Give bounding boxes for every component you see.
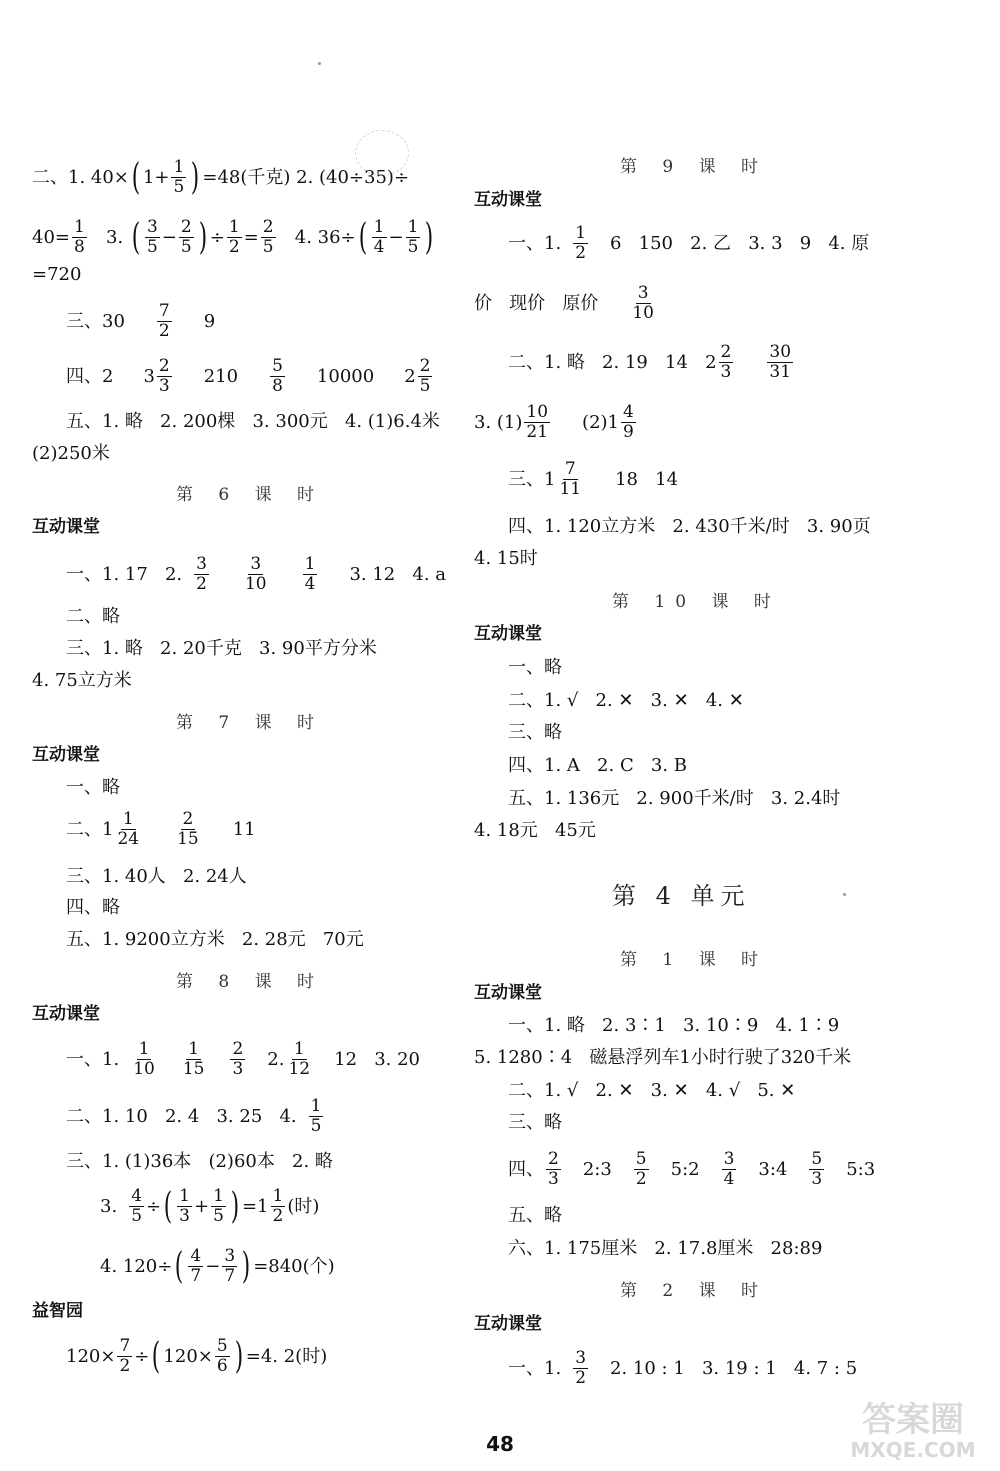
lesson-title: 第 6 课 时 <box>176 485 325 505</box>
answer-line <box>508 460 678 499</box>
text: 5:3 <box>846 1158 876 1180</box>
answer-line <box>100 1187 319 1226</box>
lesson-title: 第 8 课 时 <box>176 972 325 992</box>
paren-close: ) <box>425 216 434 258</box>
answer-line <box>508 1349 857 1388</box>
fraction: $\frac{3}{7}$ <box>224 1246 236 1286</box>
text: =1 <box>241 1195 269 1217</box>
text: 4. 36÷ <box>277 226 356 248</box>
section-heading: 互动课堂 <box>32 1004 100 1024</box>
answer-line: 一、略 <box>66 777 120 798</box>
answer-line: 五、1. 9200立方米 2. 28元 70元 <box>66 929 364 950</box>
fraction: $\frac{3}{10}$ <box>244 554 267 594</box>
answer-line: 四、略 <box>66 897 120 918</box>
fraction: $\frac{4}{7}$ <box>190 1246 202 1286</box>
section-heading: 益智园 <box>32 1301 83 1321</box>
fraction: $\frac{1}{4}$ <box>304 554 316 594</box>
answer-line: 4. 18元 45元 <box>474 820 596 841</box>
text: 12 3. 20 <box>334 1048 420 1070</box>
answer-line <box>66 555 446 594</box>
text: =48(千克) 2. (40÷35)÷ <box>202 166 410 188</box>
text: 2:3 <box>582 1158 612 1180</box>
answer-line <box>66 1337 327 1376</box>
answer-line <box>474 403 638 442</box>
answer-line: 三、1. 40人 2. 24人 <box>66 866 247 887</box>
answer-line: 六、1. 175厘米 2. 17.8厘米 28:89 <box>508 1238 823 1259</box>
text: 1+ <box>142 166 170 188</box>
paren-close: ) <box>198 216 207 258</box>
lesson-title: 第 1 课 时 <box>620 950 769 970</box>
fraction: $\frac{5}{3}$ <box>811 1149 823 1189</box>
fraction: $\frac{30}{31}$ <box>769 342 792 382</box>
text: = <box>243 226 259 248</box>
text: 3. <box>88 226 129 248</box>
fraction: $\frac{2}{3}$ <box>720 342 732 382</box>
lesson-title: 第 7 课 时 <box>176 713 325 733</box>
answer-line <box>66 810 256 849</box>
fraction: $\frac{2}{5}$ <box>262 217 274 257</box>
answer-line <box>32 218 436 257</box>
fraction: $\frac{3}{2}$ <box>575 1348 587 1388</box>
lesson-title: 第 10 课 时 <box>612 592 781 612</box>
paren-open: ( <box>152 1335 161 1377</box>
fraction: $\frac{1}{3}$ <box>179 1186 190 1226</box>
answer-line <box>474 284 658 323</box>
fraction: $\frac{1}{4}$ <box>373 217 385 257</box>
fraction: $\frac{3}{5}$ <box>146 217 158 257</box>
text: 3. 12 4. a <box>349 563 447 585</box>
text: 一、1. <box>66 1048 120 1070</box>
text: 9 <box>203 310 216 332</box>
answer-line <box>66 1040 420 1079</box>
fraction: $\frac{1}{5}$ <box>407 217 419 257</box>
answer-line: 三、1. (1)36本 (2)60本 2. 略 <box>66 1151 333 1172</box>
text: 二、1 <box>66 818 114 840</box>
section-heading: 互动课堂 <box>474 190 542 210</box>
answer-line: 四、1. 120立方米 2. 430千米/时 3. 90页 <box>508 516 871 537</box>
text: 4. 120÷ <box>100 1255 173 1277</box>
fraction: $\frac{2}{5}$ <box>180 217 192 257</box>
mixed-number: 2 $\frac{2}{5}$ <box>404 356 431 396</box>
section-heading: 互动课堂 <box>474 1314 542 1334</box>
fraction: $\frac{4}{9}$ <box>623 402 634 442</box>
text: 120× <box>66 1345 116 1367</box>
text: − <box>161 226 177 248</box>
fraction: $\frac{1}{5}$ <box>310 1096 322 1136</box>
fraction: $\frac{7}{2}$ <box>119 1336 131 1376</box>
answer-line: 4. 15时 <box>474 548 538 569</box>
mixed-number: 3 $\frac{2}{3}$ <box>143 356 170 396</box>
answer-line: 5. 1280∶4 磁悬浮列车1小时行驶了320千米 <box>474 1047 852 1068</box>
fraction: $\frac{1}{12}$ <box>288 1039 311 1079</box>
answer-line <box>508 1150 875 1189</box>
answer-line <box>508 343 795 382</box>
text: 40= <box>32 226 70 248</box>
answer-line <box>66 357 434 396</box>
answer-line: 一、略 <box>508 657 562 678</box>
answer-line: (2)250米 <box>32 443 110 464</box>
answer-line: =720 <box>32 264 82 285</box>
fraction: $\frac{1}{2}$ <box>228 217 240 257</box>
fraction: $\frac{4}{5}$ <box>131 1186 143 1226</box>
fraction: $\frac{3}{2}$ <box>196 554 207 594</box>
text: ÷ <box>209 226 225 248</box>
answer-line: 五、1. 136元 2. 900千米/时 3. 2.4时 <box>508 788 841 809</box>
text: 5:2 <box>670 1158 700 1180</box>
answer-line: 三、1. 略 2. 20千克 3. 90平方分米 <box>66 638 377 659</box>
paren-close: ) <box>191 156 200 198</box>
answer-line: 一、1. 略 2. 3∶1 3. 10∶9 4. 1∶9 <box>508 1015 840 1036</box>
paren-open: ( <box>163 1185 173 1227</box>
text: 2. <box>267 1048 285 1070</box>
section-heading: 互动课堂 <box>474 624 542 644</box>
text: 10000 <box>316 365 375 387</box>
fraction: $\frac{1}{8}$ <box>74 217 85 257</box>
right-column <box>470 0 930 1400</box>
section-heading: 互动课堂 <box>474 983 542 1003</box>
paren-close: ) <box>230 1185 240 1227</box>
answer-line <box>32 158 409 197</box>
fraction: $\frac{1}{24}$ <box>117 809 140 849</box>
text: + <box>193 1195 210 1217</box>
text: − <box>205 1255 221 1277</box>
text: 四、 <box>508 1158 544 1180</box>
paren-open: ( <box>358 216 367 258</box>
fraction: $\frac{10}{21}$ <box>526 402 549 442</box>
text: 3. (1) <box>474 411 523 433</box>
text: (2)1 <box>582 411 619 433</box>
fraction: $\frac{2}{3}$ <box>548 1149 559 1189</box>
section-heading: 互动课堂 <box>32 517 100 537</box>
fraction: $\frac{1}{2}$ <box>272 1186 284 1226</box>
unit-title: 第 4 单元 <box>612 882 751 910</box>
text: − <box>388 226 404 248</box>
text: 一、1. <box>508 232 562 254</box>
text: 2. 10 : 1 3. 19 : 1 4. 7 : 5 <box>610 1357 858 1379</box>
fraction: $\frac{1}{2}$ <box>575 223 587 263</box>
text: 一、1. <box>508 1357 562 1379</box>
answer-line: 五、1. 略 2. 200棵 3. 300元 4. (1)6.4米 <box>66 411 440 432</box>
watermark-logo <box>838 1393 988 1463</box>
section-heading: 互动课堂 <box>32 745 100 765</box>
text: 三、30 <box>66 310 125 332</box>
text: 四、2 <box>66 365 114 387</box>
text: 价 现价 原价 <box>474 292 599 314</box>
answer-line: 四、1. A 2. C 3. B <box>508 755 688 776</box>
answer-line <box>508 224 869 263</box>
fraction: $\frac{7}{2}$ <box>158 301 170 341</box>
text: 一、1. 17 2. <box>66 563 183 585</box>
fraction: $\frac{2}{3}$ <box>232 1039 244 1079</box>
paren-close: ) <box>234 1335 243 1377</box>
fraction: $\frac{1}{5}$ <box>173 157 185 197</box>
answer-line <box>100 1247 335 1286</box>
text: 二、1. 10 2. 4 3. 25 4. <box>66 1105 297 1127</box>
text: 3:4 <box>758 1158 788 1180</box>
watermark-top: 答案圈 <box>862 1400 964 1440</box>
fraction: $\frac{1}{15}$ <box>182 1039 205 1079</box>
answer-line: 三、略 <box>508 722 562 743</box>
text: (时) <box>287 1195 320 1217</box>
text: 三、1 <box>508 468 556 490</box>
fraction: $\frac{5}{6}$ <box>216 1336 228 1376</box>
text: ÷ <box>134 1345 150 1367</box>
lesson-title: 第 9 课 时 <box>620 157 769 177</box>
text: =840(个) <box>253 1255 335 1277</box>
paren-close: ) <box>241 1245 251 1287</box>
fraction: $\frac{5}{8}$ <box>272 356 283 396</box>
fraction: $\frac{3}{10}$ <box>632 283 654 323</box>
answer-line <box>66 1097 325 1136</box>
answer-line: 三、略 <box>508 1112 562 1133</box>
text: 11 <box>232 818 256 840</box>
fraction: $\frac{3}{4}$ <box>723 1149 735 1189</box>
fraction: $\frac{7}{11}$ <box>559 459 582 499</box>
text: 120× <box>163 1345 213 1367</box>
text: 18 14 <box>615 468 679 490</box>
paren-open: ( <box>175 1245 184 1287</box>
lesson-title: 第 2 课 时 <box>620 1281 769 1301</box>
fraction: $\frac{1}{10}$ <box>133 1039 155 1079</box>
fraction: $\frac{5}{2}$ <box>635 1149 647 1189</box>
paren-open: ( <box>131 216 141 258</box>
text: 210 <box>203 365 239 387</box>
answer-line: 五、略 <box>508 1205 562 1226</box>
page-number: 48 <box>486 1432 514 1456</box>
text: 6 150 2. 乙 3. 3 9 4. 原 <box>610 232 870 254</box>
text: 3. <box>100 1195 118 1217</box>
watermark-bottom: MXQE.COM <box>850 1438 976 1462</box>
paren-open: ( <box>131 156 141 198</box>
answer-line: 二、1. √ 2. ✕ 3. ✕ 4. ✕ <box>508 690 744 711</box>
text: 二、1. 40× <box>32 166 129 188</box>
fraction: $\frac{2}{15}$ <box>177 809 199 849</box>
fraction: $\frac{1}{5}$ <box>213 1186 224 1226</box>
text: ÷ <box>146 1195 162 1217</box>
answer-line: 二、略 <box>66 606 120 627</box>
text: 二、1. 略 2. 19 14 2 <box>508 351 717 373</box>
answer-line <box>66 302 215 341</box>
text: =4. 2(时) <box>245 1345 328 1367</box>
answer-line: 二、1. √ 2. ✕ 3. ✕ 4. √ 5. ✕ <box>508 1080 796 1101</box>
left-column <box>0 0 460 1400</box>
answer-line: 4. 75立方米 <box>32 670 132 691</box>
